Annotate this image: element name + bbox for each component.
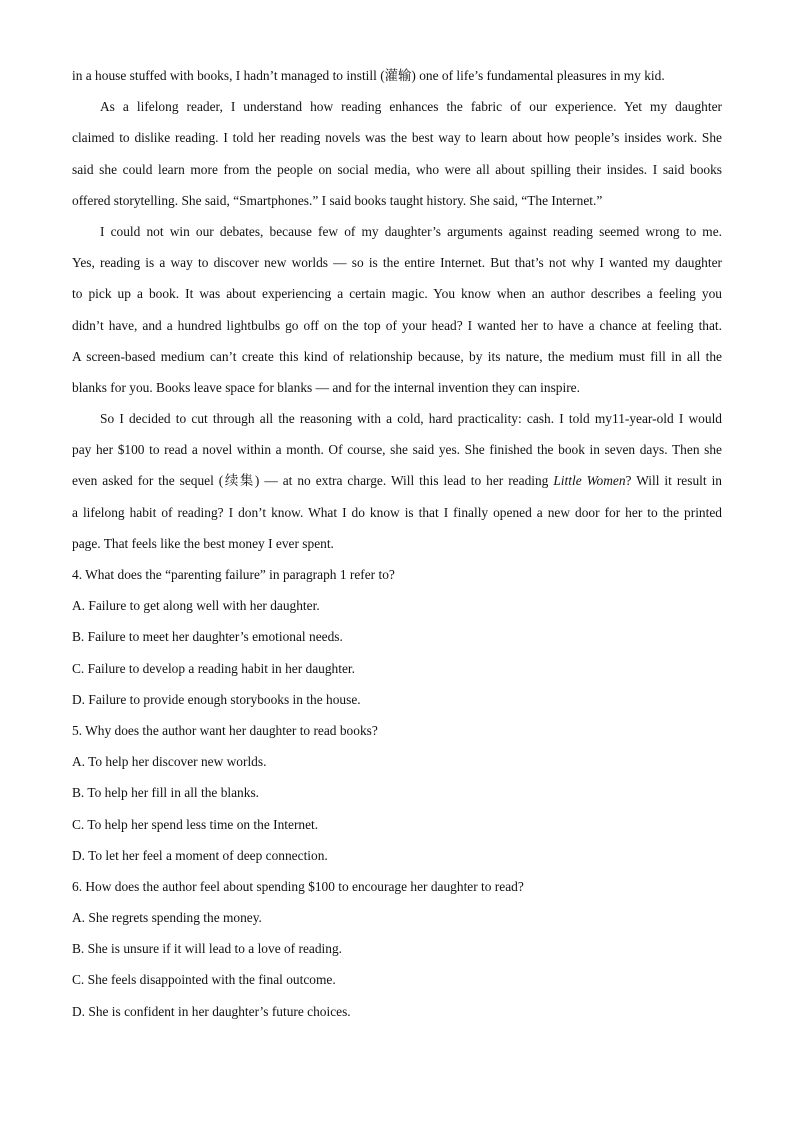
reading-passage [72, 60, 722, 559]
passage-line: pay her $100 to read a novel within a month. Of course, she said yes. She finished the book in seven days. Then she [72, 442, 722, 458]
answer-option[interactable]: A. She regrets spending the money. [72, 910, 262, 926]
passage-line: I could not win our debates, because few of my daughter’s arguments against reading seemed wrong to me. [100, 223, 722, 239]
question-stem: 6. How does the author feel about spending $100 to encourage her daughter to read? [72, 878, 524, 894]
answer-option[interactable]: C. She feels disappointed with the final outcome. [72, 972, 336, 988]
answer-option[interactable]: D. She is confident in her daughter’s future choices. [72, 1003, 351, 1019]
passage-line: So I decided to cut through all the reasoning with a cold, hard practicality: cash. I told my11-year-old I would [100, 411, 722, 427]
answer-option[interactable]: C. To help her spend less time on the Internet. [72, 816, 319, 832]
passage-line: to pick up a book. It was about experiencing a certain magic. You know when an author describes a feeling you [72, 286, 722, 302]
passage-line: even asked for the sequel (续集) — at no extra charge. Will this lead to her reading Little Women? Will it result in [72, 473, 722, 489]
passage-line: page. That feels like the best money I ever spent. [72, 535, 334, 551]
passage-line: As a lifelong reader, I understand how reading enhances the fabric of our experience. Yet my daughter [100, 99, 722, 115]
question-list [72, 559, 722, 1027]
passage-line: a lifelong habit of reading? I don’t know. What I do know is that I finally opened a new door for her to the printed [72, 504, 722, 520]
passage-line: offered storytelling. She said, “Smartphones.” I said books taught history. She said, “The Internet.” [72, 192, 603, 208]
answer-option[interactable]: A. To help her discover new worlds. [72, 754, 267, 770]
passage-line: didn’t have, and a hundred lightbulbs go off on the top of your head? I wanted her to have a chance at feeling that. [72, 317, 722, 333]
answer-option[interactable]: B. Failure to meet her daughter’s emotional needs. [72, 629, 343, 645]
answer-option[interactable]: A. Failure to get along well with her daughter. [72, 598, 320, 614]
passage-line: in a house stuffed with books, I hadn’t managed to instill (灌输) one of life’s fundamental pleasures in my kid. [72, 68, 665, 83]
answer-option[interactable]: B. To help her fill in all the blanks. [72, 785, 259, 801]
book-title: Little Women [553, 473, 626, 489]
answer-option[interactable]: C. Failure to develop a reading habit in her daughter. [72, 660, 355, 676]
answer-option[interactable]: D. Failure to provide enough storybooks in the house. [72, 691, 361, 707]
passage-line: Yes, reading is a way to discover new worlds — so is the entire Internet. But that’s not why I wanted my daughter [72, 255, 722, 271]
question-stem: 5. Why does the author want her daughter to read books? [72, 722, 378, 738]
answer-option[interactable]: B. She is unsure if it will lead to a love of reading. [72, 941, 342, 957]
document-page [72, 60, 722, 1027]
passage-line: said she could learn more from the people on social media, who were all about spilling their insides. I said books [72, 161, 722, 177]
passage-line: claimed to dislike reading. I told her reading novels was the best way to learn about how people’s insides work. She [72, 130, 722, 146]
question-stem: 4. What does the “parenting failure” in paragraph 1 refer to? [72, 567, 395, 582]
passage-line: blanks for you. Books leave space for blanks — and for the internal invention they can inspire. [72, 379, 580, 395]
passage-line: A screen-based medium can’t create this kind of relationship because, by its nature, the medium must fill in all the [72, 348, 722, 364]
answer-option[interactable]: D. To let her feel a moment of deep connection. [72, 847, 328, 863]
